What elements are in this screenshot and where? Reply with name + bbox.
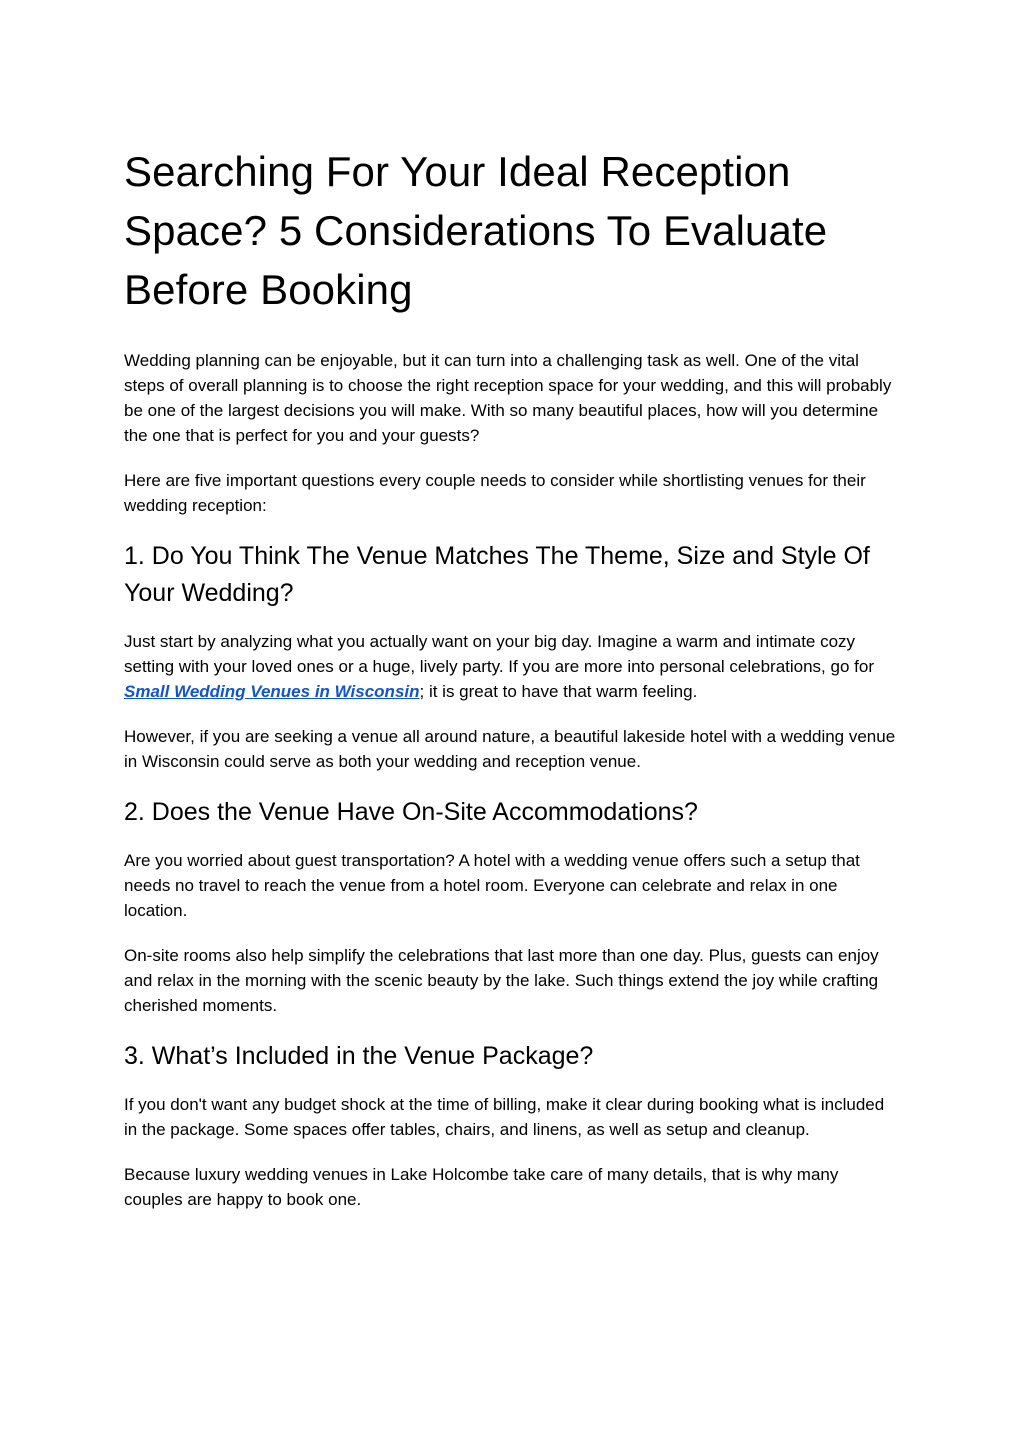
intro-paragraph-1: Wedding planning can be enjoyable, but it can turn into a challenging task as well. One of the vital steps of overall planning is to choose the right reception space for your wedding, and this will probably be one of the largest decisions you will make. With so many beautiful places, how will you determine the one that is perfect for you and your guests?: [124, 351, 892, 445]
article-title: Searching For Your Ideal Reception Space? 5 Considerations To Evaluate Before Booking: [124, 148, 828, 313]
section-2-paragraph-2: On-site rooms also help simplify the celebrations that last more than one day. Plus, guests can enjoy and relax in the morning with the scenic beauty by the lake. Such things extend the joy while crafting cherished moments.: [124, 946, 879, 1015]
section-1-text-after-link: ; it is great to have that warm feeling.: [419, 682, 698, 701]
section-3-heading: 3. What’s Included in the Venue Package?: [124, 1042, 594, 1070]
section-3-paragraph-1: If you don't want any budget shock at the time of billing, make it clear during booking what is included in the package. Some spaces offer tables, chairs, and linens, as well as setup and cleanup.: [124, 1095, 885, 1139]
section-1-heading: 1. Do You Think The Venue Matches The Theme, Size and Style Of Your Wedding?: [124, 542, 870, 607]
small-wedding-venues-link[interactable]: Small Wedding Venues in Wisconsin: [124, 682, 420, 701]
section-2-heading: 2. Does the Venue Have On-Site Accommodations?: [124, 798, 698, 826]
section-3-paragraph-2: Because luxury wedding venues in Lake Holcombe take care of many details, that is why many couples are happy to book one.: [124, 1165, 839, 1209]
section-1-paragraph-2: However, if you are seeking a venue all around nature, a beautiful lakeside hotel with a wedding venue in Wisconsin could serve as both your wedding and reception venue.: [124, 727, 896, 771]
section-1-paragraph-1: [124, 629, 900, 704]
document-page: [124, 142, 900, 1232]
intro-paragraph-2: Here are five important questions every couple needs to consider while shortlisting venues for their wedding reception:: [124, 471, 866, 515]
section-1-text-before-link: Just start by analyzing what you actually want on your big day. Imagine a warm and intimate cozy setting with your loved ones or a huge, lively party. If you are more into personal celebrations, go for: [124, 632, 874, 676]
section-2-paragraph-1: Are you worried about guest transportation? A hotel with a wedding venue offers such a setup that needs no travel to reach the venue from a hotel room. Everyone can celebrate and relax in one location.: [124, 851, 860, 920]
